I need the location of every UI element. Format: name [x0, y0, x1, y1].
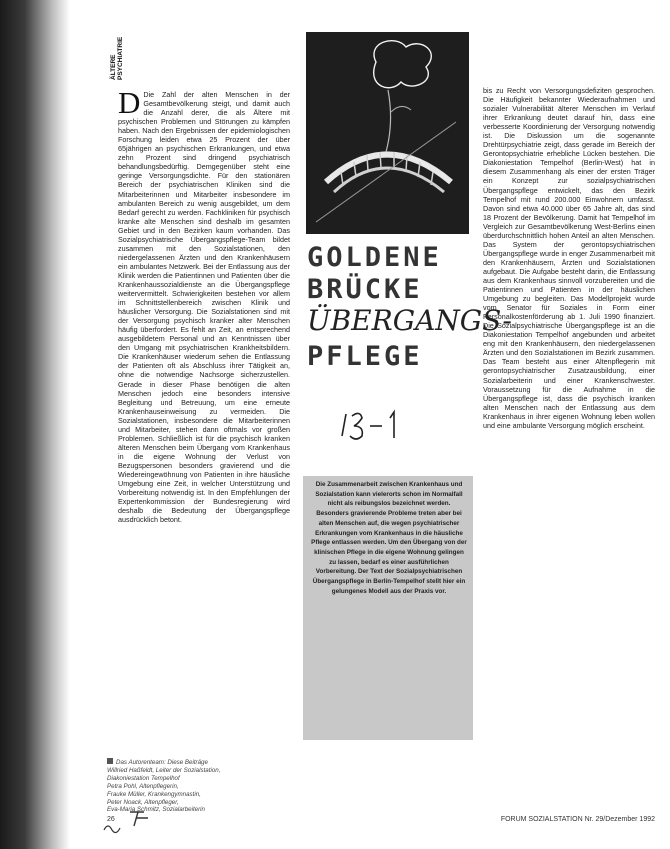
page-number: 26 — [107, 816, 115, 823]
author-line: Willried Haßfeldt, Leiter der Sozialstation, — [107, 766, 221, 774]
author-line: Peter Noack, Altenpfleger, — [107, 798, 179, 806]
article-column-1 — [118, 90, 290, 760]
headline-line-1: GOLDENE — [307, 242, 442, 273]
section-label-line2: PSYCHIATRIE — [117, 36, 124, 80]
bullet-icon — [107, 758, 113, 764]
article-column-3 — [483, 86, 655, 762]
page-footer — [107, 816, 655, 826]
author-line: Das Autorenteam: Diese Beiträge — [107, 758, 307, 767]
bridge-photo — [306, 32, 469, 234]
section-label — [110, 36, 124, 80]
section-label-line1: ÄLTERE — [110, 54, 117, 80]
author-line: Eva-Maria Schmitz, Sozialarbeiterin — [107, 806, 206, 814]
author-line: Diakoniestation Tempelhof — [107, 774, 180, 782]
column3-text: bis zu Recht von Versorgungsdefiziten gesprochen. Die Häufigkeit bekannter Wiederaufnahmen und sozialer Vulnerabilität älterer Menschen im Verlauf ihrer Erkrankung deutet darauf hin, dass eine verbesserte Koordinierung der Versorgung notwendig ist. Die Diskussion um die sogenannte Drehtürpsychiatrie zeigt, dass gerade im Bereich der Gerontopsychiatrie erhebliche Lücken bestehen. Die Diakoniestation Tempelhof (Berlin-West) hat in diesem Zusammenhang als einer der ersten Träger ein Konzept zur sozialpsychiatrischen Übergangspflege entwickelt, das den Bezirk Tempelhof mit rund 200.000 Einwohnern umfasst. Davon sind etwa 40.000 über 65 Jahre alt, das sind 18 Prozent der Bevölkerung. Damit hat Tempelhof im Vergleich zur Gesamtbevölkerung West-Berlins einen überdurchschnittlich hohen Anteil an alten Menschen. Das System der gerontopsychiatrischen Übergangspflege wurde in enger Zusammenarbeit mit den Krankenhäusern, Ärzten und Sozialstationen aufgebaut. Die Aufgabe besteht darin, die Entlassung aus dem Krankenhaus sinnvoll vorzubereiten und die Patientinnen und Patienten in der häuslichen Umgebung zu begleiten. Das Modellprojekt wurde vom Senator für Soziales in Form einer Personalkostenförderung ab 1. Juli 1990 finanziert. Die Sozialpsychiatrische Übergangspflege ist an die Diakoniestation Tempelhof angebunden und arbeitet eng mit den Krankenhäusern, den niedergelassenen Ärzten und den Sozialstationen im Bezirk zusammen. Das Team besteht aus einer Altenpflegerin mit gerontopsychiatrischer Zusatzausbildung, einer Sozialarbeiterin und einer Krankenschwester. Voraussetzung für die Aufnahme in die Übergangspflege ist, dass die psychisch kranken alten Menschen nach der Entlassung aus dem Krankenhaus in ihrer eigenen Wohnung leben wollen und eine ambulante Versorgung möglich erscheint. — [483, 86, 655, 430]
handwritten-mark — [336, 406, 416, 446]
column1-text: Die Zahl der alten Menschen in der Gesamtbevölkerung steigt, und damit auch die Anzahl derer, die als Ältere mit psychischen Problemen und Störungen zu kämpfen haben. Nach den Ergebnissen der epidemiologischen Forschung leiden etwa 25 Prozent der über 65jährigen an psychischen Erkrankungen, und etwa zehn Prozent sind dringend psychiatrisch behandlungsbedürftig. Demgegenüber steht eine geringe Versorgungsdichte. Für den stationären Bereich der psychiatrischen Kliniken sind die Mitarbeiterinnen und Mitarbeiter insbesondere im ambulanten Bereich zu wenig ausgebildet, um dem Bedarf gerecht zu werden. Fachkliniken für psychisch kranke alte Menschen sind deshalb im gesamten Gebiet und in den Bezirken kaum vorhanden. Das Sozialpsychiatrische Übergangspflege-Team bildet zusammen mit den Sozialstationen, den niedergelassenen Ärzten und den Krankenhäusern ein ambulantes Netzwerk. Bei der Entlassung aus der Klinik werden die Patientinnen und Patienten über die Krankenhaussozialdienste an die Übergangspflege weitervermittelt. Schwierigkeiten bestehen vor allem im Schnittstellenbereich zwischen Klinik und häuslicher Versorgung. Die Sozialstationen sind mit der Versorgung psychisch kranker alter Menschen häufig überfordert. Es fehlt an Zeit, an entsprechend ausgebildetem Personal und an Kenntnissen über den Umgang mit psychiatrischen Krankheitsbildern. Die Krankenhäuser wiederum sehen die Entlassung der Patienten oft als Abschluss ihrer Tätigkeit an, ohne die notwendige Nachsorge sicherzustellen. Gerade in dieser Phase benötigen die alten Menschen jedoch eine besonders intensive Begleitung und Betreuung, um eine erneute Krankenhauseinweisung zu vermeiden. Die Sozialstationen, insbesondere die Mitarbeiterinnen und Mitarbeiter, stehen dann oftmals vor großen Problemen. Schließlich ist für die psychisch kranken älteren Menschen beim Übergang vom Krankenhaus in die eigene Wohnung der Verlust von Bezugspersonen besonders gravierend und die Wiedereingewöhnung von Patienten in ihre häusliche Umgebung eine Zeit, in welcher Unterstützung und Vorbereitung notwendig ist. In den Empfehlungen der Expertenkommission der Bundesregierung wird deshalb die Bedeutung der Übergangspflege ausdrücklich betont. — [118, 90, 290, 525]
bridge-illustration — [306, 32, 469, 234]
scan-edge-shadow — [0, 0, 70, 849]
author-line: Petra Pohl, Altenpflegerin, — [107, 782, 179, 790]
headline-line-3: ÜBERGANGS- — [307, 304, 512, 337]
author-line: Frauke Müller, Krankengymnastin, — [107, 790, 201, 798]
headline-line-2: BRÜCKE — [307, 274, 423, 305]
drop-cap: D — [118, 90, 141, 120]
intro-text: Die Zusammenarbeit zwischen Krankenhaus und Sozialstation kann vielerorts schon im Normalfall nicht als reibungslos bezeichnet werden. Besonders gravierende Probleme treten aber bei alten Menschen auf, die wegen psychiatrischer Erkrankungen vom Krankenhaus in die häusliche Pflege entlassen werden. Um den Übergang von der klinischen Pflege in die eigene Wohnung gelingen zu lassen, bedarf es einer ausführlichen Vorbereitung. Der Text der Sozialpsychiatrischen Übergangspflege in Berlin-Tempelhof stellt hier ein gelungenes Modell aus der Praxis vor. — [311, 481, 467, 595]
journal-reference: FORUM SOZIALSTATION Nr. 29/Dezember 1992 — [500, 816, 655, 823]
headline-line-4: PFLEGE — [307, 341, 423, 372]
handwriting-13-1 — [336, 406, 416, 446]
